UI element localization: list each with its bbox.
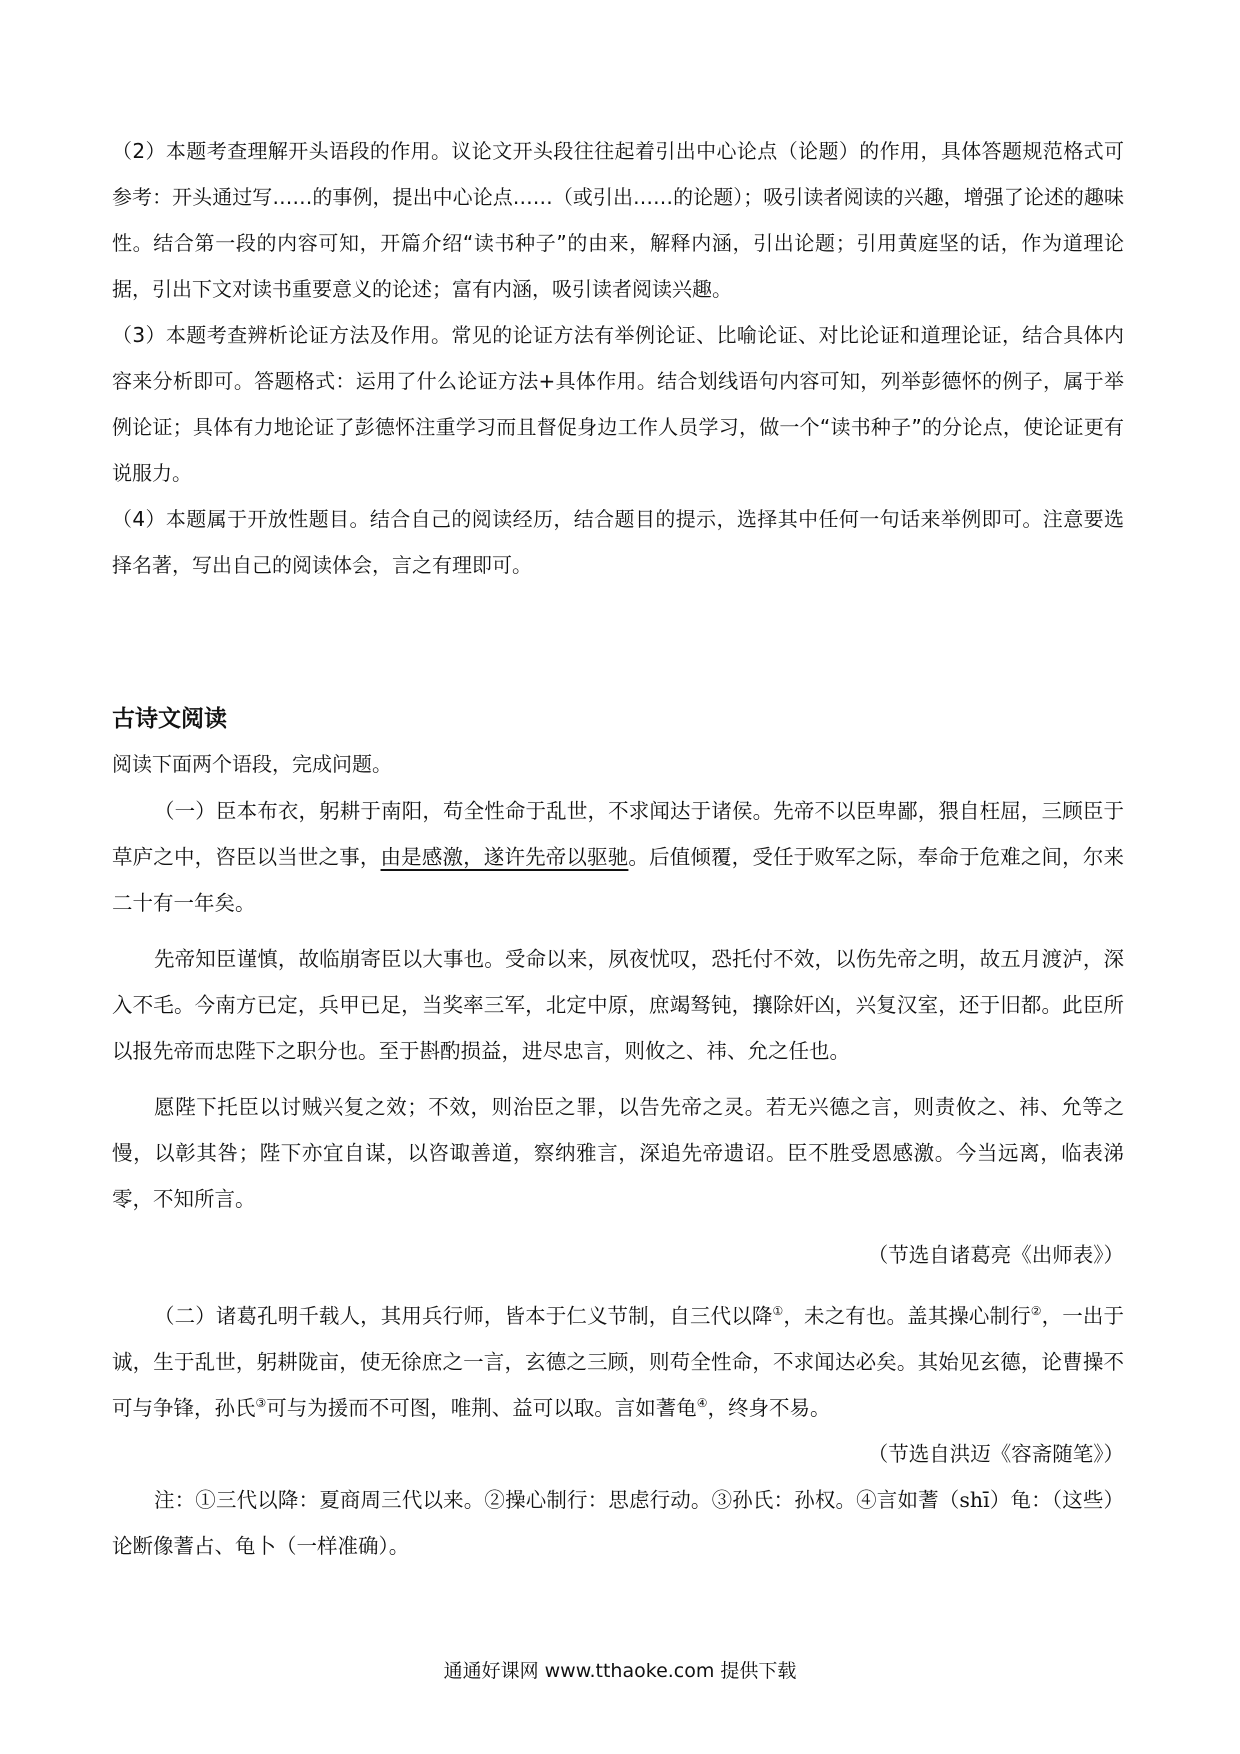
- answer-q3: （3）本题考查辨析论证方法及作用。常见的论证方法有举例论证、比喻论证、对比论证和道理论证，结合具体内容来分析即可。答题格式：运用了什么论证方法+具体作用。结合划线语句内容可知，列举彭德怀的例子，属于举例论证；具体有力地论证了彭德怀注重学习而且督促身边工作人员学习，做一个“读书种子”的分论点，使论证更有说服力。: [112, 323, 1124, 485]
- passage-one-paragraph-2: 先帝知臣谨慎，故临崩寄臣以大事也。受命以来，夙夜忧叹，恐托付不效，以伤先帝之明，故五月渡泸，深入不毛。今南方已定，兵甲已足，当奖率三军，北定中原，庶竭驽钝，攘除奸凶，兴复汉室，还于旧都。此臣所以报先帝而忠陛下之职分也。至于斟酌损益，进尽忠言，则攸之、祎、允之任也。: [112, 947, 1124, 1063]
- passage-two-paragraph: [112, 1293, 1124, 1431]
- section-intro: 阅读下面两个语段，完成问题。: [112, 752, 392, 776]
- passage-one-text-before: （一）臣本布衣，躬耕于南阳，苟全性命于乱世，不求闻达于诸侯。先帝不以臣卑鄙，猥自枉屈，三顾臣于草庐之中，咨臣以当世之事，: [112, 799, 1124, 869]
- passage-one: [112, 788, 1124, 1278]
- passage-one-paragraph-3: 愿陛下托臣以讨贼兴复之效；不效，则治臣之罪，以告先帝之灵。若无兴德之言，则责攸之、祎、允等之慢，以彰其咎；陛下亦宜自谋，以咨诹善道，察纳雅言，深追先帝遗诏。臣不胜受恩感激。今当远离，临表涕零，不知所言。: [112, 1095, 1124, 1211]
- footnote-marker-3: ③: [255, 1396, 267, 1411]
- section-heading: 古诗文阅读: [112, 706, 227, 732]
- answer-q4: （4）本题属于开放性题目。结合自己的阅读经历，结合题目的提示，选择其中任何一句话来举例即可。注意要选择名著，写出自己的阅读体会，言之有理即可。: [112, 507, 1124, 577]
- passage-one-text-after: 。后值倾覆，受任于败军之际，奉命于危难之间，尔来二十有一年矣。: [112, 845, 1124, 915]
- answer-explanations: [112, 128, 1124, 588]
- passage-two-notes: 注：①三代以降：夏商周三代以来。②操心制行：思虑行动。③孙氏：孙权。④言如蓍（shī）龟：（这些）论断像蓍占、龟卜（一样准确）。: [112, 1488, 1124, 1558]
- footnote-marker-1: ①: [772, 1304, 784, 1319]
- footnote-marker-4: ④: [696, 1396, 708, 1411]
- passage-two-text-4: 可与为援而不可图，唯荆、益可以取。言如蓍龟: [266, 1396, 697, 1420]
- passage-two-text-5: ，终身不易。: [707, 1396, 831, 1420]
- passage-one-paragraph-1: [112, 788, 1124, 926]
- passage-two-source: （节选自洪迈《容斋随笔》）: [867, 1442, 1124, 1466]
- passage-two-text-2: ，未之有也。盖其操心制行: [783, 1304, 1031, 1328]
- footnote-marker-2: ②: [1030, 1304, 1042, 1319]
- underlined-sentence: 由是感激，遂许先帝以驱驰: [380, 845, 629, 869]
- passage-two-text-1: （二）诸葛孔明千载人，其用兵行师，皆本于仁义节制，自三代以降: [154, 1304, 773, 1328]
- passage-one-source: （节选自诸葛亮《出师表》）: [867, 1243, 1124, 1267]
- passage-two: [112, 1293, 1124, 1569]
- answer-q2: （2）本题考查理解开头语段的作用。议论文开头段往往起着引出中心论点（论题）的作用，具体答题规范格式可参考：开头通过写……的事例，提出中心论点……（或引出……的论题）；吸引读者阅读的兴趣，增强了论述的趣味性。结合第一段的内容可知，开篇介绍“读书种子”的由来，解释内涵，引出论题；引用黄庭坚的话，作为道理论据，引出下文对读书重要意义的论述；富有内涵，吸引读者阅读兴趣。: [112, 139, 1124, 301]
- page-footer: 通通好课网 www.tthaoke.com 提供下载: [443, 1660, 797, 1682]
- passage-two-text-3: ，一出于诚，生于乱世，躬耕陇亩，使无徐庶之一言，玄德之三顾，则苟全性命，不求闻达必矣。其始见玄德，论曹操不可与争锋，孙氏: [112, 1304, 1125, 1420]
